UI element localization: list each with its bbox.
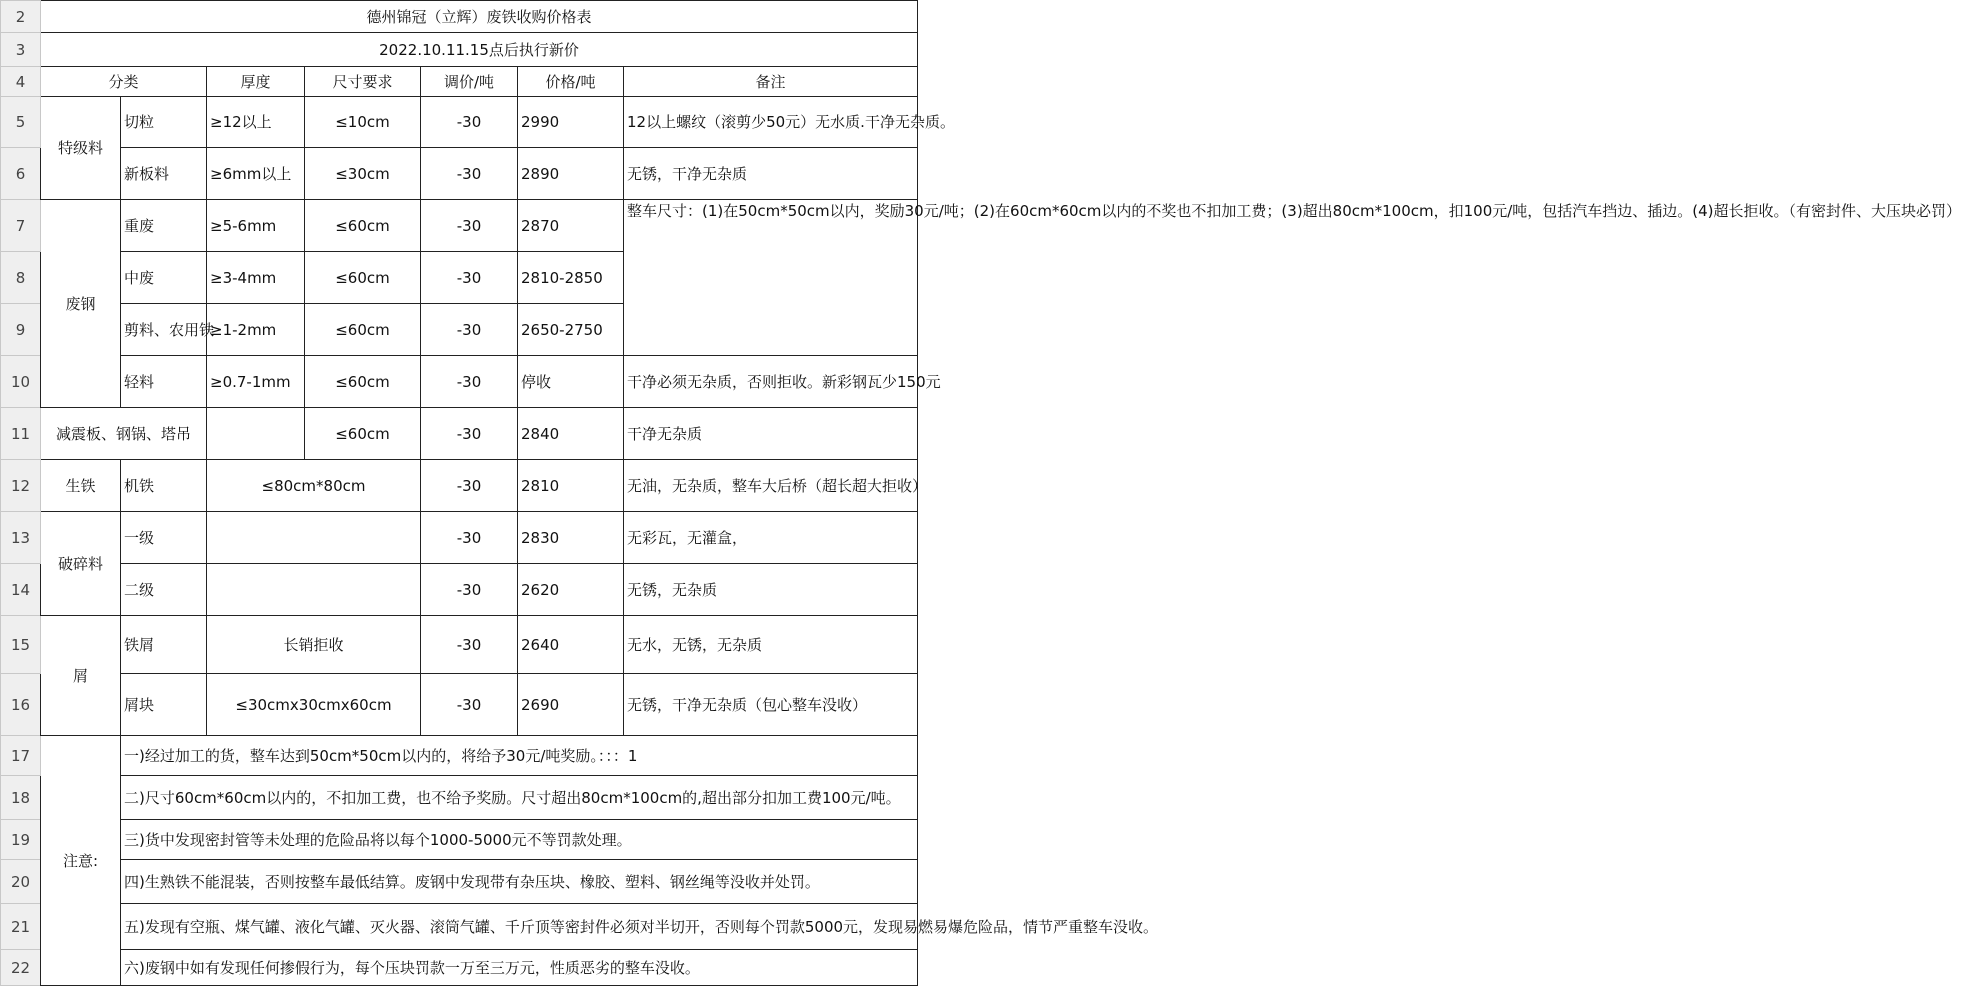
size-cell[interactable]: ≤60cm — [305, 356, 421, 408]
size-cell[interactable]: ≤80cm*80cm — [207, 460, 421, 512]
note-item[interactable]: 三)货中发现密封管等未处理的危险品将以每个1000-5000元不等罚款处理。 — [121, 820, 918, 860]
price-cell[interactable]: 停收 — [518, 356, 624, 408]
note-item[interactable]: 一)经过加工的货，整车达到50cm*50cm以内的，将给予30元/吨奖励。：：：1 — [121, 736, 918, 776]
size-cell[interactable]: ≤60cm — [305, 304, 421, 356]
table-row — [1, 148, 918, 200]
item-cell[interactable]: 轻料 — [121, 356, 207, 408]
remark-cell[interactable]: 无水，无锈，无杂质 — [624, 616, 918, 674]
group-cell[interactable]: 破碎料 — [41, 512, 121, 616]
adjust-cell[interactable]: -30 — [421, 674, 518, 736]
table-row — [1, 460, 918, 512]
size-cell[interactable] — [207, 564, 421, 616]
size-cell[interactable] — [207, 512, 421, 564]
table-row — [1, 674, 918, 736]
row-header[interactable]: 16 — [1, 674, 41, 736]
group-cell[interactable]: 减震板、钢锅、塔吊 — [41, 408, 207, 460]
table-row — [1, 950, 918, 986]
size-cell[interactable]: ≤30cmx30cmx60cm — [207, 674, 421, 736]
row-header[interactable]: 6 — [1, 148, 41, 200]
row-header[interactable]: 13 — [1, 512, 41, 564]
row-header[interactable]: 22 — [1, 950, 41, 986]
price-cell[interactable]: 2650-2750 — [518, 304, 624, 356]
row-header[interactable]: 17 — [1, 736, 41, 776]
notes-label[interactable]: 注意: — [41, 736, 121, 986]
table-row — [1, 97, 918, 148]
item-cell[interactable]: 一级 — [121, 512, 207, 564]
adjust-cell[interactable]: -30 — [421, 252, 518, 304]
row-header[interactable]: 3 — [1, 33, 41, 67]
item-cell[interactable]: 屑块 — [121, 674, 207, 736]
row-header[interactable]: 5 — [1, 97, 41, 148]
header-row — [1, 67, 918, 97]
item-cell[interactable]: 重废 — [121, 200, 207, 252]
table-row — [1, 616, 918, 674]
row-header[interactable]: 12 — [1, 460, 41, 512]
table-row — [1, 904, 918, 950]
remark-cell[interactable]: 无彩瓦，无灌盒， — [624, 512, 918, 564]
price-cell[interactable]: 2840 — [518, 408, 624, 460]
item-cell[interactable]: 机铁 — [121, 460, 207, 512]
item-cell[interactable]: 剪料、农用铁 — [121, 304, 207, 356]
group-cell[interactable]: 生铁 — [41, 460, 121, 512]
row-header[interactable]: 9 — [1, 304, 41, 356]
table-row — [1, 820, 918, 860]
table-row — [1, 33, 918, 67]
price-cell[interactable]: 2620 — [518, 564, 624, 616]
note-item[interactable]: 二)尺寸60cm*60cm以内的，不扣加工费，也不给予奖励。尺寸超出80cm*100cm的,超出部分扣加工费100元/吨。 — [121, 776, 918, 820]
adjust-cell[interactable]: -30 — [421, 304, 518, 356]
row-header[interactable]: 15 — [1, 616, 41, 674]
adjust-cell[interactable]: -30 — [421, 200, 518, 252]
remark-cell[interactable]: 无油，无杂质，整车大后桥（超长超大拒收） — [624, 460, 918, 512]
header-remark[interactable]: 备注 — [624, 67, 918, 97]
table-row — [1, 860, 918, 904]
price-cell[interactable]: 2690 — [518, 674, 624, 736]
row-header[interactable]: 7 — [1, 200, 41, 252]
adjust-cell[interactable]: -30 — [421, 564, 518, 616]
table-row — [1, 736, 918, 776]
table-row — [1, 200, 918, 252]
price-cell[interactable]: 2830 — [518, 512, 624, 564]
thickness-cell[interactable]: ≥1-2mm — [207, 304, 305, 356]
header-adjust[interactable]: 调价/吨 — [421, 67, 518, 97]
row-header[interactable]: 8 — [1, 252, 41, 304]
row-header[interactable]: 18 — [1, 776, 41, 820]
remark-cell[interactable]: 整车尺寸：(1)在50cm*50cm以内，奖励30元/吨；(2)在60cm*60cm以内的不奖也不扣加工费；(3)超出80cm*100cm，扣100元/吨，包括汽车挡边、插边。(4)超长拒收。（有密封件、大压块必罚） — [624, 200, 918, 356]
adjust-cell[interactable]: -30 — [421, 97, 518, 148]
thickness-cell[interactable]: ≥6mm以上 — [207, 148, 305, 200]
header-price[interactable]: 价格/吨 — [518, 67, 624, 97]
effective-date[interactable]: 2022.10.11.15点后执行新价 — [41, 33, 918, 67]
price-cell[interactable]: 2640 — [518, 616, 624, 674]
header-size[interactable]: 尺寸要求 — [305, 67, 421, 97]
adjust-cell[interactable]: -30 — [421, 616, 518, 674]
size-cell[interactable]: ≤60cm — [305, 200, 421, 252]
row-header[interactable]: 4 — [1, 67, 41, 97]
price-cell[interactable]: 2810-2850 — [518, 252, 624, 304]
remark-cell[interactable]: 无锈，无杂质 — [624, 564, 918, 616]
size-cell[interactable]: ≤10cm — [305, 97, 421, 148]
table-row — [1, 512, 918, 564]
group-cell[interactable]: 特级料 — [41, 97, 121, 200]
remark-cell[interactable]: 干净无杂质 — [624, 408, 918, 460]
row-header[interactable]: 14 — [1, 564, 41, 616]
note-item[interactable]: 六)废钢中如有发现任何掺假行为，每个压块罚款一万至三万元，性质恶劣的整车没收。 — [121, 950, 918, 986]
item-cell[interactable]: 切粒 — [121, 97, 207, 148]
thickness-cell[interactable]: ≥0.7-1mm — [207, 356, 305, 408]
thickness-cell[interactable]: ≥5-6mm — [207, 200, 305, 252]
item-cell[interactable]: 二级 — [121, 564, 207, 616]
row-header[interactable]: 21 — [1, 904, 41, 950]
note-item[interactable]: 四)生熟铁不能混装，否则按整车最低结算。废钢中发现带有杂压块、橡胶、塑料、钢丝绳等没收并处罚。 — [121, 860, 918, 904]
remark-cell[interactable]: 12以上螺纹（滚剪少50元）无水质.干净无杂质。 — [624, 97, 918, 148]
adjust-cell[interactable]: -30 — [421, 356, 518, 408]
group-cell[interactable]: 屑 — [41, 616, 121, 736]
price-cell[interactable]: 2990 — [518, 97, 624, 148]
remark-cell[interactable]: 无锈，干净无杂质（包心整车没收） — [624, 674, 918, 736]
thickness-cell[interactable]: ≥3-4mm — [207, 252, 305, 304]
row-header[interactable]: 11 — [1, 408, 41, 460]
sheet-title[interactable]: 德州锦冠（立辉）废铁收购价格表 — [41, 1, 918, 33]
row-header[interactable]: 10 — [1, 356, 41, 408]
adjust-cell[interactable]: -30 — [421, 512, 518, 564]
note-item[interactable]: 五)发现有空瓶、煤气罐、液化气罐、灭火器、滚筒气罐、千斤顶等密封件必须对半切开，否则每个罚款5000元，发现易燃易爆危险品，情节严重整车没收。 — [121, 904, 918, 950]
table-row — [1, 408, 918, 460]
size-cell[interactable]: ≤60cm — [305, 408, 421, 460]
group-cell[interactable]: 废钢 — [41, 200, 121, 408]
thickness-cell[interactable]: ≥12以上 — [207, 97, 305, 148]
table-row — [1, 1, 918, 33]
row-header[interactable]: 19 — [1, 820, 41, 860]
size-cell[interactable]: 长销拒收 — [207, 616, 421, 674]
row-header[interactable]: 20 — [1, 860, 41, 904]
adjust-cell[interactable]: -30 — [421, 460, 518, 512]
remark-cell[interactable]: 无锈，干净无杂质 — [624, 148, 918, 200]
price-cell[interactable]: 2870 — [518, 200, 624, 252]
item-cell[interactable]: 铁屑 — [121, 616, 207, 674]
header-thickness[interactable]: 厚度 — [207, 67, 305, 97]
adjust-cell[interactable]: -30 — [421, 408, 518, 460]
item-cell[interactable]: 中废 — [121, 252, 207, 304]
table-row — [1, 356, 918, 408]
row-header[interactable]: 2 — [1, 1, 41, 33]
remark-cell[interactable]: 干净必须无杂质，否则拒收。新彩钢瓦少150元 — [624, 356, 918, 408]
item-cell[interactable]: 新板料 — [121, 148, 207, 200]
thickness-cell[interactable] — [207, 408, 305, 460]
size-cell[interactable]: ≤30cm — [305, 148, 421, 200]
adjust-cell[interactable]: -30 — [421, 148, 518, 200]
table-row — [1, 564, 918, 616]
price-cell[interactable]: 2810 — [518, 460, 624, 512]
price-cell[interactable]: 2890 — [518, 148, 624, 200]
table-row — [1, 776, 918, 820]
header-category[interactable]: 分类 — [41, 67, 207, 97]
size-cell[interactable]: ≤60cm — [305, 252, 421, 304]
